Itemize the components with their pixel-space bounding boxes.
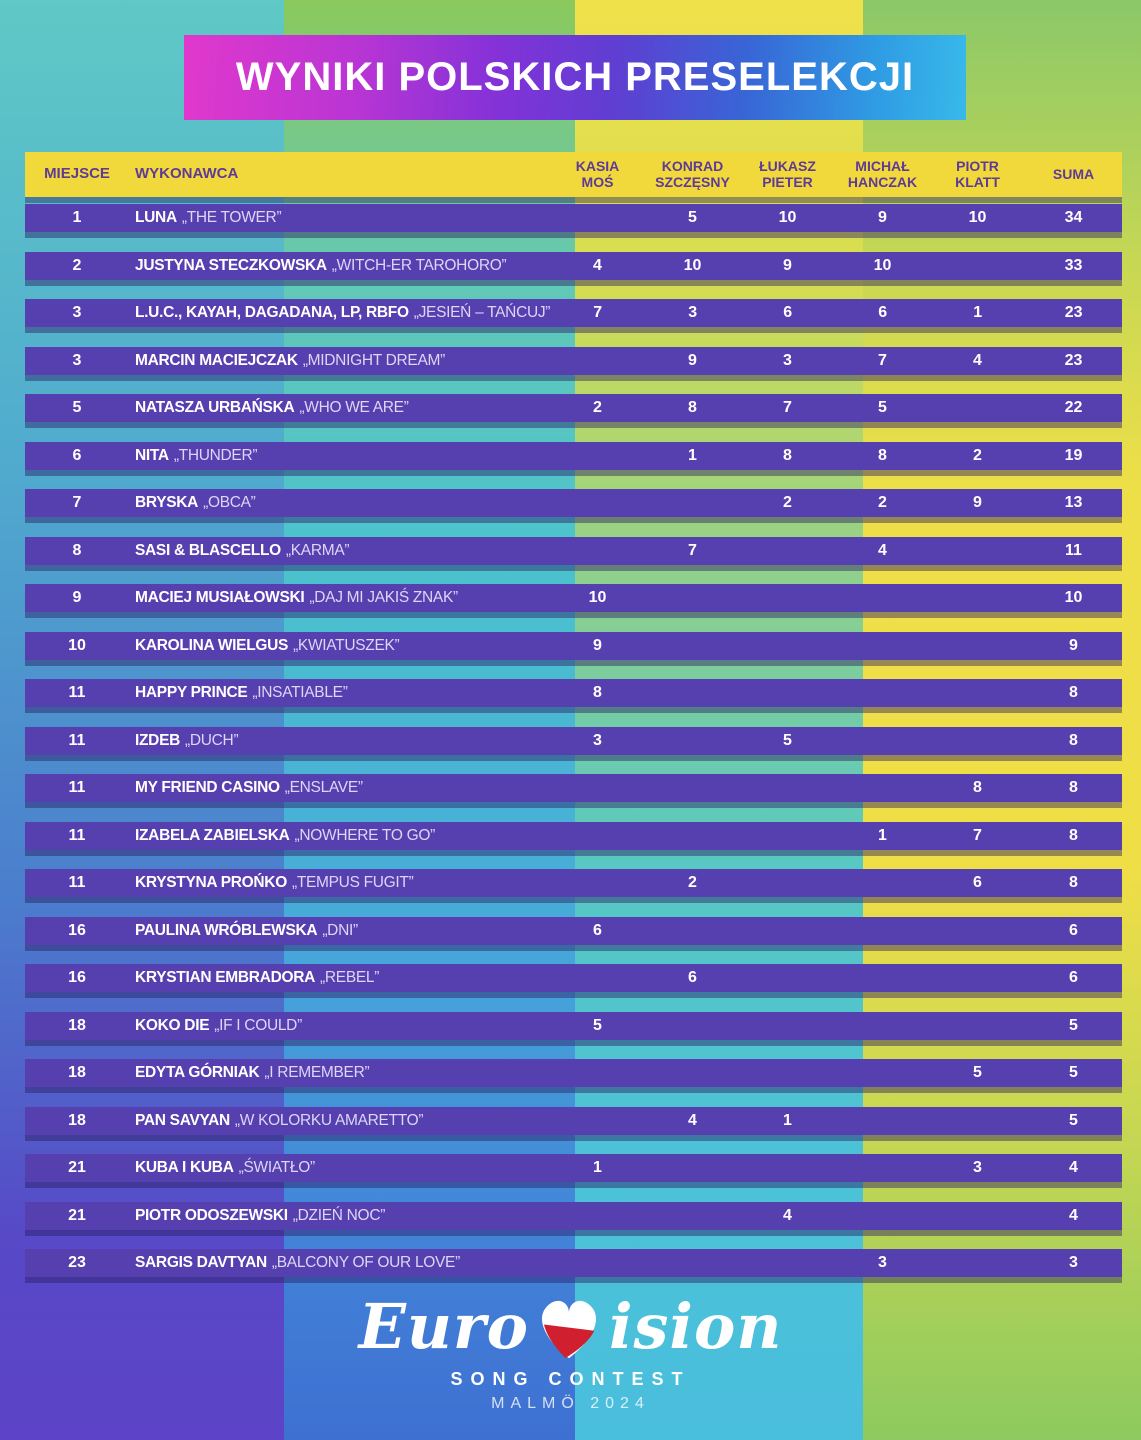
song-title: „W KOLORKU AMARETTO” <box>234 1111 424 1129</box>
artist-cell <box>129 447 550 465</box>
sum-cell: 5 <box>1069 1016 1078 1034</box>
place-cell: 23 <box>68 1254 86 1271</box>
artist-name: JUSTYNA STECZKOWSKA <box>135 256 327 274</box>
song-title: „WITCH-ER TAROHORO” <box>331 256 507 274</box>
score-cell: 7 <box>878 351 887 369</box>
sum-cell: 9 <box>1069 636 1078 654</box>
score-cell: 5 <box>783 731 792 749</box>
sum-cell: 13 <box>1064 494 1083 511</box>
sum-cell: 19 <box>1064 446 1083 464</box>
score-cell: 4 <box>973 351 982 369</box>
score-cell: 8 <box>688 399 697 416</box>
place-cell: 3 <box>72 351 82 369</box>
score-cell: 8 <box>878 446 887 464</box>
place-cell: 11 <box>68 779 86 796</box>
table-row <box>25 1202 1122 1230</box>
table-row <box>25 1249 1122 1277</box>
header-judge-2: KONRAD SZCZĘSNY <box>655 157 730 190</box>
place-cell: 3 <box>72 304 82 321</box>
score-cell: 5 <box>878 399 887 416</box>
song-contest-label: SONG CONTEST <box>450 1369 691 1389</box>
table-row <box>25 917 1122 945</box>
sum-cell: 34 <box>1064 209 1083 226</box>
song-title: „JESIEŃ – TAŃCUJ” <box>413 304 551 321</box>
song-title: „TEMPUS FUGIT” <box>291 874 414 891</box>
score-cell: 6 <box>783 304 793 321</box>
header-judge-5: PIOTR KLATT <box>955 157 1000 190</box>
table-row <box>25 679 1122 707</box>
sum-cell: 33 <box>1064 256 1083 274</box>
place-cell: 6 <box>72 446 82 464</box>
logo-text-euro: Euro <box>358 1289 529 1363</box>
place-cell: 7 <box>72 494 82 511</box>
table-row <box>25 964 1122 992</box>
score-cell: 9 <box>973 494 982 511</box>
header-judge-4: MICHAŁ HANCZAK <box>847 157 918 190</box>
sum-cell: 8 <box>1069 826 1078 844</box>
place-cell: 2 <box>72 256 82 274</box>
artist-cell <box>129 1159 550 1177</box>
table-row <box>25 774 1122 802</box>
song-title: „ENSLAVE” <box>284 779 363 796</box>
score-cell: 4 <box>878 541 887 559</box>
artist-cell <box>129 589 550 607</box>
song-title: „DUCH” <box>185 731 239 749</box>
song-title: „THUNDER” <box>173 446 258 464</box>
song-title: „I REMEMBER” <box>264 1064 370 1081</box>
sum-cell: 23 <box>1064 351 1083 369</box>
sum-cell: 6 <box>1069 921 1078 939</box>
table-row <box>25 394 1122 422</box>
song-title: „DAJ MI JAKIŚ ZNAK” <box>309 589 458 606</box>
song-title: „THE TOWER” <box>181 209 282 226</box>
artist-name: KRYSTIAN EMBRADORA <box>135 969 316 986</box>
score-cell: 8 <box>973 779 982 796</box>
score-cell: 3 <box>783 351 792 369</box>
table-row <box>25 299 1122 327</box>
results-table <box>25 152 1122 1277</box>
score-cell: 9 <box>878 209 887 226</box>
page-title: WYNIKI POLSKICH PRESELEKCJI <box>235 55 915 99</box>
sum-cell: 3 <box>1069 1254 1078 1271</box>
artist-name: EDYTA GÓRNIAK <box>135 1064 260 1081</box>
artist-cell <box>129 732 550 750</box>
artist-cell <box>129 969 550 987</box>
artist-cell <box>129 1254 550 1272</box>
header-judge-3: ŁUKASZ PIETER <box>759 157 816 190</box>
artist-name: BRYSKA <box>135 494 199 511</box>
table-row <box>25 442 1122 470</box>
score-cell: 2 <box>878 494 887 511</box>
artist-name: MACIEJ MUSIAŁOWSKI <box>135 589 305 606</box>
table-row <box>25 204 1122 232</box>
artist-cell <box>129 827 550 845</box>
artist-cell <box>129 637 550 655</box>
table-header-row <box>25 152 1122 197</box>
score-cell: 10 <box>778 209 797 226</box>
table-row <box>25 537 1122 565</box>
place-cell: 21 <box>68 1159 86 1176</box>
table-row <box>25 1154 1122 1182</box>
place-cell: 9 <box>72 589 82 606</box>
table-row <box>25 869 1122 897</box>
sum-cell: 5 <box>1069 1064 1078 1081</box>
artist-name: MY FRIEND CASINO <box>135 779 280 796</box>
header-place: MIEJSCE <box>44 165 110 183</box>
table-row <box>25 584 1122 612</box>
artist-cell <box>129 209 550 227</box>
song-title: „NOWHERE TO GO” <box>294 826 435 844</box>
place-cell: 1 <box>72 209 82 226</box>
artist-cell <box>129 304 550 322</box>
artist-name: SASI & BLASCELLO <box>135 541 281 559</box>
table-row <box>25 822 1122 850</box>
score-cell: 4 <box>783 1206 792 1224</box>
artist-cell <box>129 494 550 512</box>
song-title: „INSATIABLE” <box>252 684 348 701</box>
artist-cell <box>129 1112 550 1130</box>
artist-cell <box>129 874 550 892</box>
artist-cell <box>129 1064 550 1082</box>
artist-name: SARGIS DAVTYAN <box>135 1254 267 1271</box>
place-cell: 18 <box>68 1111 86 1129</box>
table-row <box>25 727 1122 755</box>
score-cell: 5 <box>593 1016 602 1034</box>
score-cell: 8 <box>593 684 602 701</box>
table-body <box>25 204 1122 1277</box>
score-cell: 6 <box>973 874 982 891</box>
score-cell: 3 <box>688 304 698 321</box>
sum-cell: 8 <box>1069 874 1078 891</box>
place-cell: 11 <box>68 826 86 844</box>
sum-cell: 4 <box>1069 1206 1078 1224</box>
score-cell: 7 <box>593 304 603 321</box>
place-cell: 21 <box>68 1206 86 1224</box>
artist-cell <box>129 542 550 560</box>
artist-name: NATASZA URBAŃSKA <box>135 399 295 416</box>
table-row <box>25 1012 1122 1040</box>
song-title: „WHO WE ARE” <box>299 399 409 416</box>
score-cell: 1 <box>688 446 697 464</box>
song-title: „BALCONY OF OUR LOVE” <box>271 1254 460 1271</box>
song-title: „REBEL” <box>320 969 380 986</box>
place-cell: 18 <box>68 1016 86 1034</box>
sum-cell: 6 <box>1069 969 1078 986</box>
artist-name: PIOTR ODOSZEWSKI <box>135 1206 288 1224</box>
score-cell: 10 <box>588 589 607 606</box>
score-cell: 1 <box>593 1159 602 1176</box>
score-cell: 5 <box>973 1064 982 1081</box>
header-artist: WYKONAWCA <box>135 165 239 183</box>
score-cell: 2 <box>783 494 792 511</box>
place-cell: 11 <box>68 684 86 701</box>
place-cell: 16 <box>68 969 86 986</box>
artist-name: KUBA I KUBA <box>135 1159 234 1176</box>
score-cell: 5 <box>688 209 697 226</box>
score-cell: 1 <box>878 826 887 844</box>
sum-cell: 5 <box>1069 1111 1078 1129</box>
artist-name: IZABELA ZABIELSKA <box>135 826 290 844</box>
score-cell: 9 <box>593 636 602 654</box>
place-cell: 11 <box>68 874 86 891</box>
score-cell: 4 <box>688 1111 697 1129</box>
score-cell: 6 <box>688 969 697 986</box>
artist-name: LUNA <box>135 209 177 226</box>
table-row <box>25 489 1122 517</box>
artist-cell <box>129 1017 550 1035</box>
score-cell: 7 <box>688 541 697 559</box>
artist-name: PAULINA WRÓBLEWSKA <box>135 921 318 939</box>
eurovision-footer <box>0 1289 1141 1413</box>
place-cell: 16 <box>68 921 86 939</box>
score-cell: 10 <box>683 256 702 274</box>
artist-cell <box>129 257 550 275</box>
table-row <box>25 347 1122 375</box>
place-cell: 5 <box>72 399 82 416</box>
score-cell: 10 <box>968 209 987 226</box>
score-cell: 9 <box>688 351 697 369</box>
artist-name: KRYSTYNA PROŃKO <box>135 874 287 891</box>
score-cell: 6 <box>593 921 602 939</box>
title-banner <box>184 35 966 120</box>
artist-cell <box>129 922 550 940</box>
song-title: „DZIEŃ NOC” <box>292 1206 386 1224</box>
sum-cell: 4 <box>1069 1159 1078 1176</box>
song-title: „DNI” <box>322 921 358 939</box>
score-cell: 2 <box>593 399 602 416</box>
artist-cell <box>129 399 550 417</box>
artist-name: HAPPY PRINCE <box>135 684 248 701</box>
sum-cell: 11 <box>1065 541 1082 559</box>
place-cell: 10 <box>68 636 86 654</box>
table-row <box>25 1059 1122 1087</box>
score-cell: 7 <box>783 399 792 416</box>
sum-cell: 8 <box>1069 731 1078 749</box>
artist-name: IZDEB <box>135 731 181 749</box>
artist-name: L.U.C., KAYAH, DAGADANA, LP, RBFO <box>135 304 409 321</box>
table-row <box>25 1107 1122 1135</box>
place-cell: 11 <box>68 731 86 749</box>
artist-cell <box>129 352 550 370</box>
score-cell: 1 <box>783 1111 792 1129</box>
eurovision-logo <box>0 1289 1141 1363</box>
score-cell: 10 <box>873 256 892 274</box>
sum-cell: 22 <box>1064 399 1083 416</box>
score-cell: 3 <box>593 731 602 749</box>
song-title: „OBCA” <box>203 494 256 511</box>
score-cell: 2 <box>973 446 982 464</box>
song-title: „ŚWIATŁO” <box>238 1159 315 1176</box>
artist-name: KOKO DIE <box>135 1016 210 1034</box>
song-title: „IF I COULD” <box>214 1016 302 1034</box>
artist-name: NITA <box>135 446 169 464</box>
score-cell: 6 <box>878 304 888 321</box>
header-judge-1: KASIA MOŚ <box>575 157 620 190</box>
song-title: „MIDNIGHT DREAM” <box>302 351 445 369</box>
artist-name: PAN SAVYAN <box>135 1111 230 1129</box>
artist-cell <box>129 684 550 702</box>
score-cell: 1 <box>973 304 983 321</box>
artist-cell <box>129 779 550 797</box>
header-sum: SUMA <box>1052 165 1095 182</box>
artist-cell <box>129 1207 550 1225</box>
place-cell: 18 <box>68 1064 86 1081</box>
place-cell: 8 <box>72 541 82 559</box>
artist-name: KAROLINA WIELGUS <box>135 636 289 654</box>
score-cell: 8 <box>783 446 792 464</box>
score-cell: 3 <box>878 1254 887 1271</box>
sum-cell: 8 <box>1069 779 1078 796</box>
song-title: „KWIATUSZEK” <box>293 636 400 654</box>
sum-cell: 23 <box>1064 304 1083 321</box>
logo-text-ision: ision <box>608 1289 783 1363</box>
table-row <box>25 632 1122 660</box>
score-cell: 3 <box>973 1159 982 1176</box>
table-row <box>25 252 1122 280</box>
score-cell: 9 <box>783 256 792 274</box>
heart-icon <box>534 1297 604 1366</box>
score-cell: 7 <box>973 826 982 844</box>
sum-cell: 10 <box>1064 589 1083 606</box>
artist-name: MARCIN MACIEJCZAK <box>135 351 298 369</box>
sum-cell: 8 <box>1069 684 1078 701</box>
score-cell: 4 <box>593 256 602 274</box>
malmo-2024-label: MALMÖ 2024 <box>491 1395 650 1412</box>
song-title: „KARMA” <box>285 541 350 559</box>
score-cell: 2 <box>688 874 697 891</box>
